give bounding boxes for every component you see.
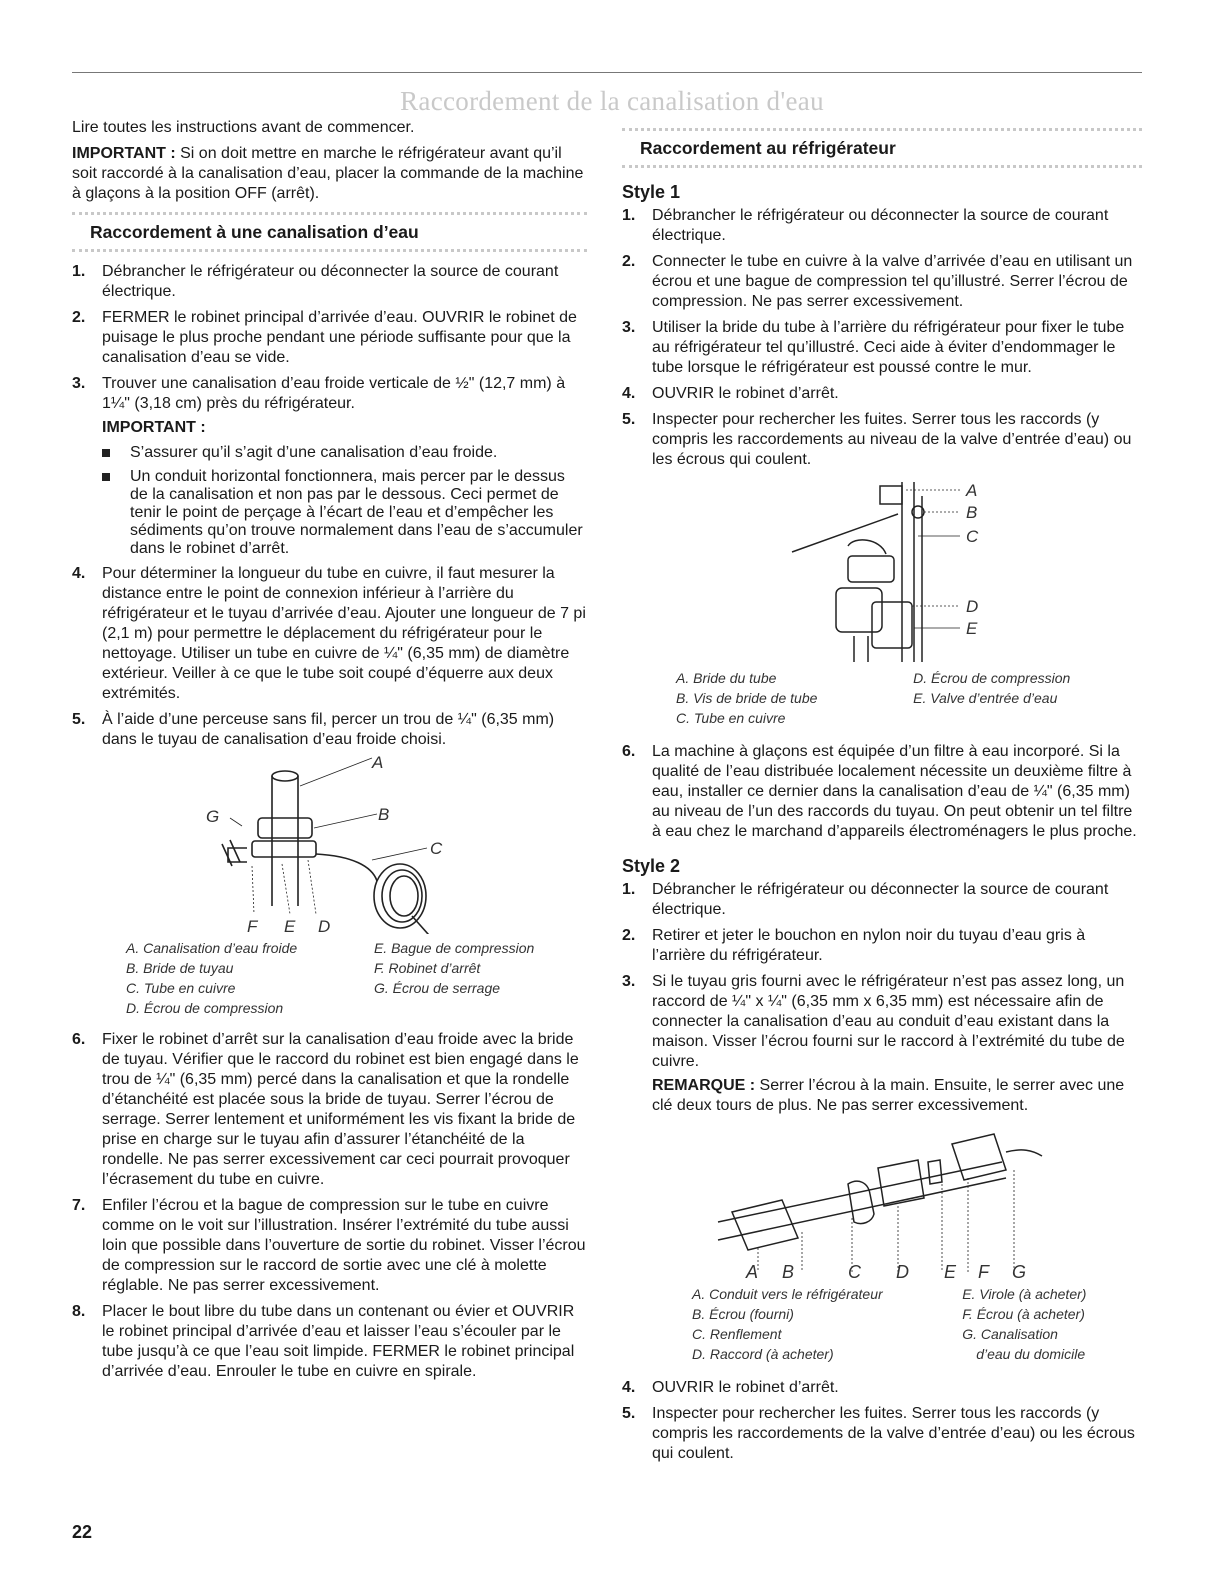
step-item: 5. Inspecter pour rechercher les fuites. Serrer tous les raccords (y compris les raccordements de la valve d’entrée d’eau) ou les écrous qui coulent. [622,1405,1135,1462]
fig1-label-d: D [318,917,331,934]
fig1-label-f: F [247,917,258,934]
fig1-caption: A. Canalisation d’eau froide E. Bague de compression B. Bride de tuyau F. Robinet d’arrêt C. Tube en cuivre G. Écrou de serrage D. Écrou de compression [126,940,535,1016]
fig2-label-c: C [966,527,979,546]
step-item: 2. Connecter le tube en cuivre à la valve d’arrivée d’eau en utilisant un écrou et une bague de compression tel qu’illustré. Serrer l’écrou de compression. Ne pas serrer excessivement. [622,253,1133,310]
step-item: 7. Enfiler l’écrou et la bague de compression sur le tube en cuivre comme on le voit sur l’illustration. Insérer l’extrémité du tube aussi loin que possible dans l’ouverture de sortie du robinet. Visser l’écrou de compression sur le raccord de sortie avec une clé à molette réglable. Ne pas serrer excessivement. [72,1197,586,1294]
page-number: 22 [72,1522,93,1542]
style2-heading: Style 2 [622,856,681,876]
fig2-caption: A. Bride du tube D. Écrou de compression B. Vis de bride de tube E. Valve d’entrée d’eau C. Tube en cuivre [676,670,1071,726]
step-item: 4. OUVRIR le robinet d’arrêt. [622,1379,839,1396]
style1-step6 [622,742,1142,842]
fig1-label-g: G [206,807,220,826]
step-item: 6. Fixer le robinet d’arrêt sur la canalisation d’eau froide avec la bride de tuyau. Vérifier que le raccord du robinet est bien engagé dans le trou de ¼" (6,35 mm) percé dans la canalisation et que la rondelle d’étanchéité est placée sous la bride de tuyau. Serrer l’écrou de serrage. Serrer lentement et uniformément les vis fixant la bride de prise en charge sur le tuyau afin d’assurer l’étanchéité de la rondelle. Ne pas serrer excessivement car ceci pourrait provoquer l’écrasement du tube en cuivre. [72,1031,579,1188]
step-item: 4. Pour déterminer la longueur du tube en cuivre, il faut mesurer la distance entre le point de connexion inférieur à l’arrière du réfrigérateur et le tuyau d’arrivée d’eau. Ajouter une longueur de 7 pi (2,1 m) pour permettre le déplacement du réfrigérateur pour le nettoyage. Utiliser un tube en cuivre de ¼" (6,35 mm) de diamètre extérieur. Veiller à ce que le tube soit coupé d’équerre aux deux extrémités. [72,565,586,702]
step-item: 5. Inspecter pour rechercher les fuites. Serrer tous les raccords (y compris les raccordements au niveau de la valve d’entrée d’eau) ou les écrous qui coulent. [622,411,1132,468]
steps-list-c [72,1030,587,1382]
fig2-label-e: E [966,619,978,638]
step-item: 2. FERMER le robinet principal d’arrivée d’eau. OUVRIR le robinet de puisage le plus proche pendant une période suffisante pour que la canalisation d’eau se vide. [72,309,577,366]
remarque-note: REMARQUE : Serrer l’écrou à la main. Ensuite, le serrer avec une clé deux tours de plus. Ne pas serrer excessivement. [652,1077,1125,1114]
bullet-item: S’assurer qu’il s’agit d’une canalisation d’eau froide. [102,444,587,462]
step-item: 2. Retirer et jeter le bouchon en nylon noir du tuyau d’eau gris à l’arrière du réfrigérateur. [622,927,1086,964]
fig3-label-f: F [978,1262,989,1280]
style2-steps [622,880,1142,1116]
fig3-label-a: A [746,1262,759,1280]
refrigerator-valve-diagram [622,476,1142,664]
fig1-label-c: C [430,839,443,858]
fig3-label-e: E [944,1262,957,1280]
step-item: 3. Utiliser la bride du tube à l’arrière du réfrigérateur pour fixer le tube au réfrigérateur tel qu’illustré. Ceci aide à éviter d’endommager le tube lorsque le réfrigérateur est poussé contre le mur. [622,319,1125,376]
fig3-label-b: B [782,1262,795,1280]
fig2-label-d: D [966,597,979,616]
fig1-label-e: E [284,917,296,934]
fig2-label-b: B [966,503,978,522]
step-item: 5. À l’aide d’une perceuse sans fil, percer un trou de ¼" (6,35 mm) dans le tuyau de canalisation d’eau froide choisi. [72,711,555,748]
fig1-label-a: A [372,756,384,772]
step-item: 3. Si le tuyau gris fourni avec le réfrigérateur n’est pas assez long, un raccord de ¼" x ¼" (6,35 mm x 6,35 mm) est nécessaire afin de connecter la canalisation d’eau au conduit d’eau existant dans la maison. Visser l’écrou fourni sur le raccord à l’extrémité du tube de cuivre. REMARQUE : Serrer l’écrou à la main. Ensuite, le serrer avec une clé deux tours de plus. Ne pas serrer excessivement. [622,972,1142,1116]
important-text: Si on doit mettre en marche le réfrigérateur avant qu’il soit raccordé à la canalisation d’eau, placer la commande de la machine à glaçons à la position OFF (arrêt). [72,145,584,202]
fig1-label-b: B [378,805,390,824]
important-label: IMPORTANT : [72,145,176,162]
style1-steps [622,206,1142,470]
section-heading-refrigerator: Raccordement au réfrigérateur [622,128,1142,168]
right-column [622,118,1142,1470]
step-item: 1. Débrancher le réfrigérateur ou déconnecter la source de courant électrique. [72,263,559,300]
bullet-list [102,444,587,558]
style2-steps-b [622,1378,1142,1464]
step-item: 1. Débrancher le réfrigérateur ou déconnecter la source de courant électrique. [622,207,1109,244]
fitting-assembly-diagram [622,1122,1142,1280]
bullet-item: Un conduit horizontal fonctionnera, mais percer par le dessus de la canalisation et non pas par le dessous. Ceci permet de tenir le point de perçage à l’écart de l’eau et d’empêcher les sédiments qu’on trouve normalement dans l’eau de s’accumuler dans le robinet d’arrêt. [102,468,587,558]
important-sub-label: IMPORTANT : [102,419,206,436]
step-item: 6. La machine à glaçons est équipée d’un filtre à eau incorporé. Si la qualité de l’eau distribuée localement nécessite un deuxième filtre à eau, installer ce dernier dans la canalisation d’eau de ¼" (6,35 mm) au niveau de l’un des raccords du tuyau. On peut obtenir un tel filtre à eau chez le marchand d’appareils électroménagers le plus proche. [622,743,1137,840]
step-item: 1. Débrancher le réfrigérateur ou déconnecter la source de courant électrique. [622,881,1109,918]
step-item: 8. Placer le bout libre du tube dans un contenant ou évier et OUVRIR le robinet principal d’arrivée d’eau et laisser l’eau s’écouler par le tube jusqu’à ce que l’eau soit limpide. FERMER le robinet principal d’arrivée d’eau. Enrouler le tube en cuivre en spirale. [72,1303,575,1380]
important-paragraph [72,144,587,204]
fig3-label-g: G [1012,1262,1027,1280]
intro-text: Lire toutes les instructions avant de commencer. [72,119,415,136]
step-item: 4. OUVRIR le robinet d’arrêt. [622,385,839,402]
step-item: 3. Trouver une canalisation d’eau froide verticale de ½" (12,7 mm) à 1¼" (3,18 cm) près du réfrigérateur. IMPORTANT : S’assurer qu’il s’agit d’une canalisation d’eau froide. Un conduit horizontal fonctionnera, mais percer par le dessus de la canalisation et non pas par le dessous. Ceci permet de tenir le point de perçage à l’écart de l’eau et d’empêcher les sédiments qu’on trouve normalement dans l’eau de s’accumuler dans le robinet d’arrêt. [72,374,587,558]
fig3-label-c: C [848,1262,861,1280]
left-column [72,118,587,1388]
page-title: Raccordement de la canalisation d'eau [400,86,824,116]
fig3-label-d: D [896,1262,909,1280]
section-heading-water-line: Raccordement à une canalisation d’eau [72,212,587,252]
shutoff-valve-diagram [72,756,587,934]
fig3-caption: A. Conduit vers le réfrigérateur E. Virole (à acheter) B. Écrou (fourni) F. Écrou (à acheter) C. Renflement G. Canalisation D. Raccord (à acheter) d’eau du domicile [692,1286,1087,1362]
style1-heading: Style 1 [622,182,681,202]
fig2-label-a: A [966,481,978,500]
top-rule [72,72,1142,73]
steps-list-a [72,262,587,750]
